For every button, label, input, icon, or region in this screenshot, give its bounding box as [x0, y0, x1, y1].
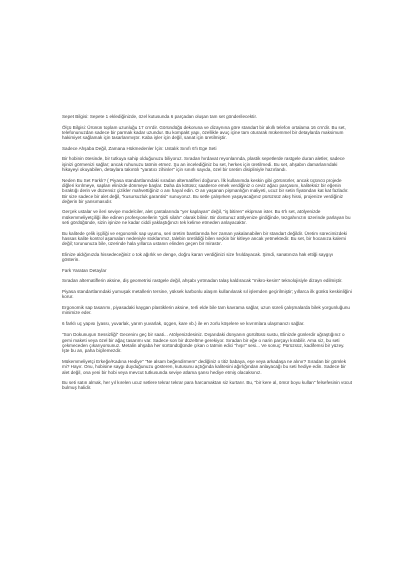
detail-handle: Ergonomik sap tasarımı, piyasadaki kaygan plastiklerin aksine, terli elde bile tam kavrama sağlar, uzun süreli çalışmalarda bilek yorgunluğunu minimize eder.: [62, 304, 350, 315]
quality-paragraph: Bu kalitede çelik işçiliği ve ergonomik sap uyumu, seri üretim bantlarında her zaman yakalanabilen bir standart değildir. Üretim sürecimizdeki hassas kalite kontrol aşamaları nedeniyle stoklarımız, talebin üretildiği bilen seçkin bir kitleye ancak yetmektedir. Bu set, bir hocanıza kalemi değil; torununuza bile, üzerinde hala yıllarca ustanın elinden geçen bir mirastır.: [62, 230, 348, 247]
masters-paragraph: Gerçek ustalar ve ileri seviye modelciler, alet çantalarında "yer kaplayan" değil, "iş bitiren" ekipman ister. Bu 6'lı set, atölyenizde mükemmeliyetçiliği ilke edinen profesyonellerin "gizli silahı" olarak bilinir. Bir dostunuz atölyenize girdiğinde, tezgahınızın üzerinde parlayan bu seti gördüğünde, sizin işinize ne kadar ciddi yaklaştığınızı tek kelime etmeden anlayacaktır.: [62, 209, 351, 226]
story-paragraph: "Son Dokunuşun Sessizliği" Geceninı geç bir saati... Atölyenizdesiniz. Dışarıdaki dünyanın gürültüsü sustu, Elinizde günlerdir uğraştığınız o gemi maketi veya özel bir ağaç tasarımı var. Sadece son bir düzeltme gerekiyor. Sıradan bir eğe o narin parçayı kırabilir. Ama siz, bu seti çekmeceden çıkarıyorsunuz. Metalin ahşaba her sürtündüğünde çıkan o tatmin edici "hışır" sesi... Ve sonuç: Pürüzsüz, kadifemsi bir yüzey. İşte bu an, paha biçilemezdir.: [62, 332, 345, 354]
gift-paragraph: Mükemmeliyetçi Erkeğe/Kadına Hediye" "Ne alsam beğendirmem" dediğiniz o titiz babaya, eşe veya arkadaşa ne alınır? Sıradan bir gömlek mi? Hayır. Onu, hobisine saygı duyduğunuzu gösteren, kutusunu açtığında kalitesini ağırlığından anlayacağı bu seti hediye edin. Sadece bir alet değil, ona yeni bir hobi veya mevcut tutkusunda seviye atlama şansı hediye etmiş olacaksınız.: [62, 358, 346, 375]
basket-info-paragraph: Sepet Bilgisi: Sepete 1 eklediğinizde, özel kutusunda 6 parçadan oluşan tam set gönderilecektir.: [62, 114, 258, 119]
why-different-paragraph: Neden Bu Set Farklı? ( Piyasa standartlarındaki sıradan alternatifleri doğurun. İlk kullanımda keskin gibi görünürler, ancak üçüncü projede diğleri kırılmeye, sapları elinizde dönmeye başlar. Daha da kötüsü; saatlerce emek verdiğiniz o ceviz ağacı parçasını, kaliteksiz bir eğenin bıraktığı derin ve düzensiz çizikler mahvettiğiniz o anı hayal edin. O an yaşanan pişmanlığın maliyeti, ucuz bir setin fiyatından kat kat fazladır. Bir size sadece bir alet değil, "kusursuzluk garantisi" sunuyoruz. Bu setle çalışırken yaşayacağınız pürüzsüz akış hissi, projenize verdiğiniz değerin bir yansımasıdır.: [62, 177, 349, 204]
section-heading: Sadece Ahşaba Değil, Zamana Hükmedenler İçin: Ustalık Sınıfı 6'lı Ege Seti: [62, 145, 217, 151]
intro-paragraph: Bir hobinin ötesinde, bir tutkuya sahip olduğunuzu biliyoruz. Sıradan hırdavat reyonlarında, plastik sepetlerde rastgele duran aletler, sadece işinizi görmenizi sağlar; ancak ruhunuzu tatmin etmez. Şu an incelediğiniz bu set, herkes için üretilmedi. Bu set, ahşabın damarlarındaki hikayeyi okuyabilen, detaylara takıntılı "yaratıcı zihinler" için sınırlı sayıda, özel bir üretim disipliniyle hazırlandı.: [62, 156, 345, 172]
details-heading: Fark Yaratan Detaylar: [62, 267, 107, 273]
size-info-paragraph: Ölçü Bilgisi: Ürünün toplam uzunluğu 17 cm'dir. Göründüğü dekoruna ve dizaynına göre standart bir akıllı telefon ortalama 16 cm'dir. Bu set, telefonunuzdan sadece bir parmak kadar uzundur. Bu kompakt yapı, özellikle avuç içine tam oturarak mükemmel bir detaylarda maksimum hakimiyet sağlamak için tasarlanmıştır. Kaba işler için değil, sanat için üretilmiştir.: [62, 124, 346, 141]
closing-paragraph: Elinize aldığınızda hissedeceğiniz o tok ağırlık ve denge, doğru kararı verdiğinizi size fısıldayacak. Şimdi, sanatınıza hak ettiği saygıyı gösterin.: [62, 251, 334, 263]
final-paragraph: Bu seti satın almak, her yıl kırelen ucuz setlere tekrar tekrar para harcamaktan siz kurtarır. Bu, "bir kere al, ömür boyu kullan" felsefesinin vücut bulmuş halidir.: [62, 380, 353, 391]
document-body: [62, 114, 352, 396]
detail-steel: Piyasa standartlarındaki yumuşak metallerin tersine, yüksek karbonlu alaşım kullanılarak sıl işlemden geçirilmiştir; yıllarca ilk günkü keskinliğini korur.: [62, 288, 352, 300]
detail-tips: 6 farklı uç yapısı (yassı, yuvarlak, yarım yuvarlak, üçgen, kare vb.) ile en zorlu köşelere ve kıvrımlara ulaşmanızı sağlar.: [62, 320, 305, 326]
detail-geometry: Sıradan alternatiflerin aksine, diş geometrisi rastgele değil, ahşabı yırtmadan talaş kaldıracak "mikro-kesim" teknolojisiyle dizayn edilmiştir.: [62, 278, 343, 284]
